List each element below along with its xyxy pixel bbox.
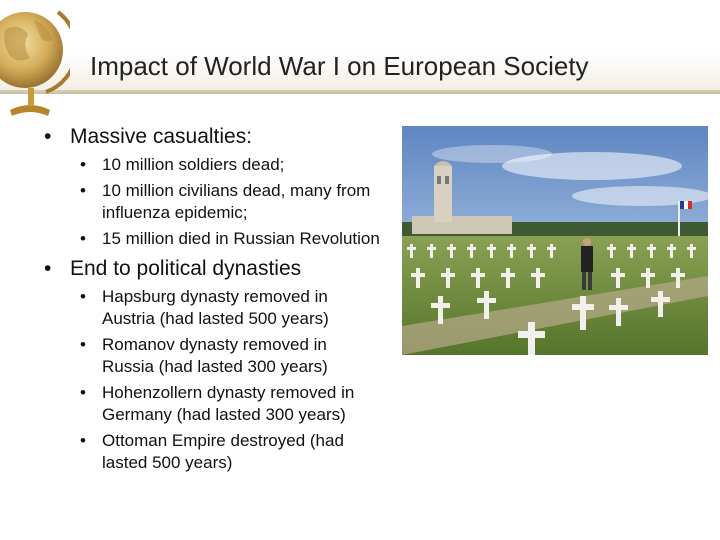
bullet-marker: •	[44, 125, 52, 148]
bullet-text: 15 million died in Russian Revolution	[102, 229, 380, 248]
cemetery-photo	[402, 126, 708, 355]
bullet-marker: •	[80, 229, 86, 248]
bullet-text: Ottoman Empire destroyed (had lasted 500 years)	[102, 431, 344, 472]
globe-icon	[0, 0, 70, 118]
bullet-text: Massive casualties:	[70, 125, 253, 148]
slide-title: Impact of World War I on European Society	[90, 51, 589, 81]
header-divider	[0, 90, 720, 94]
bullet-marker: •	[80, 431, 86, 450]
bullet-text: End to political dynasties	[70, 257, 302, 280]
bullet-text: Hohenzollern dynasty removed in Germany (had lasted 300 years)	[102, 383, 355, 424]
bullet-text: Romanov dynasty removed in Russia (had lasted 300 years)	[102, 335, 328, 376]
bullet-text: 10 million civilians dead, many from influenza epidemic;	[102, 181, 371, 222]
bullet-marker: •	[80, 155, 86, 174]
bullet-text: Hapsburg dynasty removed in Austria (had lasted 500 years)	[102, 287, 329, 328]
bullet-marker: •	[80, 383, 86, 402]
bullet-marker: •	[80, 287, 86, 306]
bullet-marker: •	[44, 257, 52, 280]
bullet-marker: •	[80, 181, 86, 200]
bullet-marker: •	[80, 335, 86, 354]
bullet-text: 10 million soldiers dead;	[102, 155, 285, 174]
